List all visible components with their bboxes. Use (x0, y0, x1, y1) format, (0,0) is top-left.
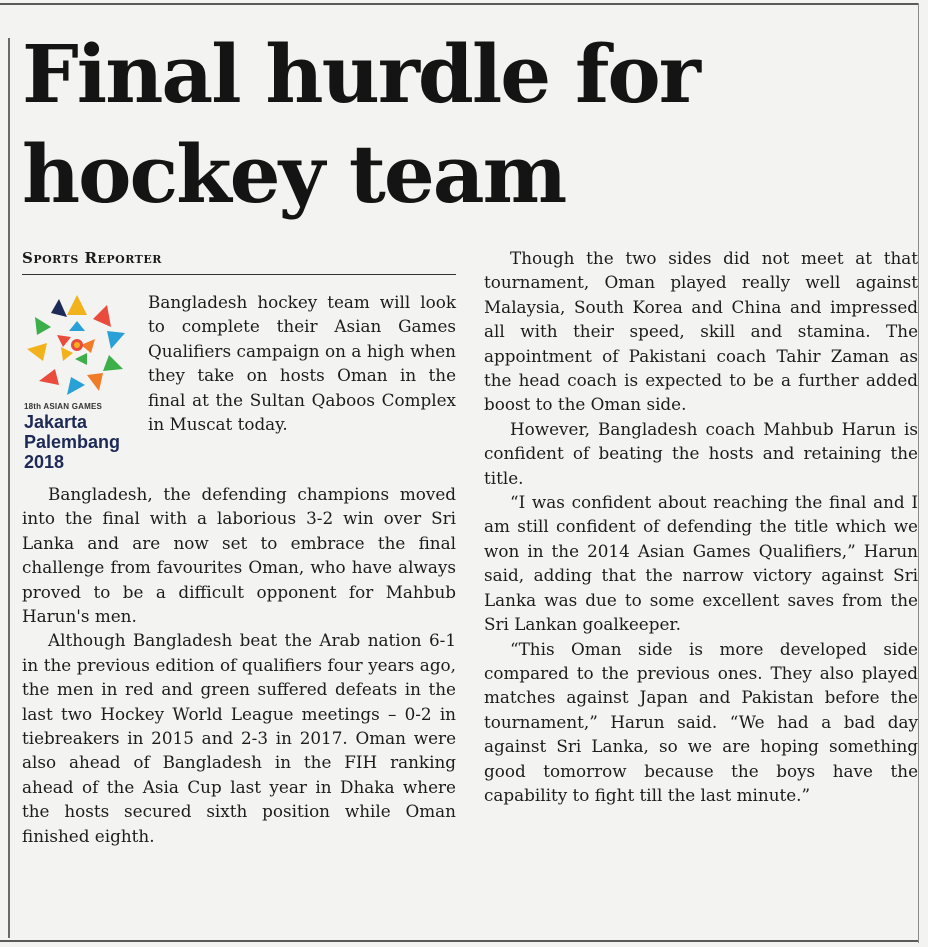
logo-line-3: 2018 (24, 452, 65, 472)
left-rule (8, 38, 10, 938)
byline: Sports Reporter (22, 249, 162, 267)
paragraph: Bangladesh, the defending champions moved into the final with a laborious 3-2 win over Sri Lanka and are now set to embrace the final challenge from favourites Oman, who have always proved to be a difficult opponent for Mahbub Harun's men. (22, 484, 456, 627)
logo-line-1: Jakarta (24, 412, 88, 432)
column-1-lead (148, 290, 456, 436)
paragraph: “This Oman side is more developed side compared to the previous ones. They also played matches against Japan and Pakistan before the tournament,” Harun said. “We had a bad day against Sri Lanka, so we are hoping something good tomorrow because the boys have the capability to fight till the last minute.” (484, 638, 918, 805)
logo-small-text: 18th ASIAN GAMES (24, 402, 103, 411)
top-rule (0, 3, 918, 5)
paragraph: Bangladesh hockey team will look to complete their Asian Games Qualifiers campaign on a high when they take on hosts Oman in the final at the Sultan Qaboos Complex in Muscat today. (148, 292, 456, 435)
paragraph: However, Bangladesh coach Mahbub Harun is confident of beating the hosts and retaining the title. (484, 418, 918, 488)
byline-rule (22, 274, 456, 275)
right-rule (918, 3, 919, 943)
logo-line-2: Palembang (24, 432, 121, 452)
paragraph: Although Bangladesh beat the Arab nation 6-1 in the previous edition of qualifiers four years ago, the men in red and green suffered defeats in the last two Hockey World League meetings – 0-2 in tiebreakers in 2015 and 2-3 in 2017. Oman were also ahead of Bangladesh in the FIH ranking ahead of the Asia Cup last year in Dhaka where the hosts secured sixth position while Oman finished eighth. (22, 630, 456, 846)
asian-games-logo (22, 290, 142, 475)
asian-games-emblem-icon (22, 290, 132, 400)
bottom-rule (0, 940, 918, 942)
paragraph: Though the two sides did not meet at that tournament, Oman played really well against Malaysia, South Korea and China and impressed all with their speed, skill and stamina. The appointment of Pakistani coach Tahir Zaman as the head coach is expected to be a further added boost to the Oman side. (484, 248, 918, 415)
column-1-body (22, 482, 456, 848)
column-2 (484, 246, 918, 807)
paragraph: “I was confident about reaching the final and I am still confident of defending the title which we won in the 2014 Asian Games Qualifiers,” Harun said, adding that the narrow victory against Sri Lanka was due to some excellent saves from the Sri Lankan goalkeeper. (484, 492, 918, 635)
headline: Final hurdle for hockey team (22, 27, 699, 221)
